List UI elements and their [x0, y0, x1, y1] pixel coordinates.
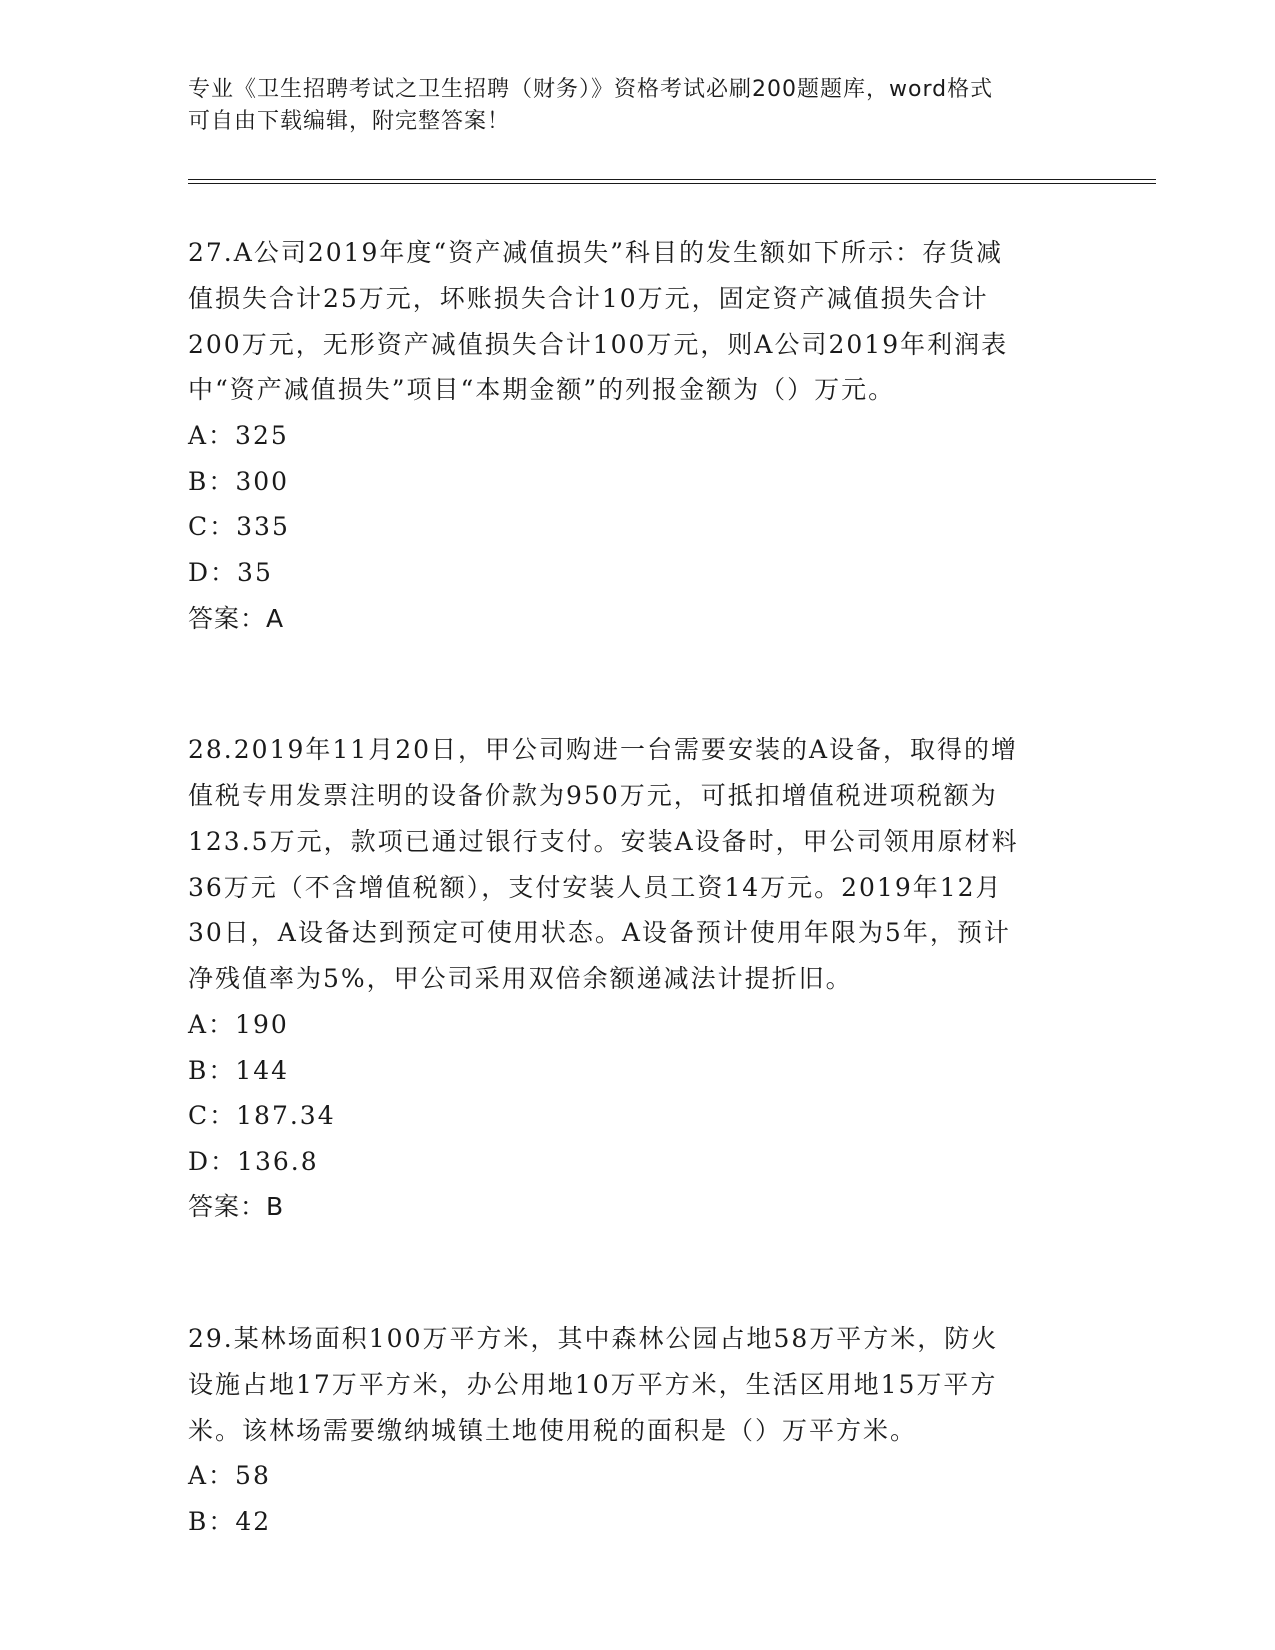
stem-line: 设施占地17万平方米，办公用地10万平方米，生活区用地15万平方: [188, 1369, 998, 1399]
stem-line: 123.5万元，款项已通过银行支付。安装A设备时，甲公司领用原材料: [188, 826, 1019, 856]
option-d: D：136.8: [188, 1146, 319, 1176]
stem-line: 中“资产减值损失”项目“本期金额”的列报金额为（）万元。: [188, 375, 896, 405]
option-c: C：187.34: [188, 1101, 336, 1131]
stem-line: 值损失合计25万元，坏账损失合计10万元，固定资产减值损失合计: [188, 283, 989, 313]
stem-line: 值税专用发票注明的设备价款为950万元，可抵扣增值税进项税额为: [188, 780, 998, 810]
answer-line: 答案：A: [188, 603, 285, 633]
header-divider-top: [188, 179, 1156, 180]
question-27: [188, 230, 1088, 641]
document-header: [188, 74, 1088, 138]
stem-line: 净残值率为5%，甲公司采用双倍余额递减法计提折旧。: [188, 964, 853, 994]
header-divider-bottom: [188, 183, 1156, 184]
option-b: B：42: [188, 1506, 272, 1536]
option-b: B：144: [188, 1055, 290, 1085]
option-a: A：325: [188, 421, 289, 451]
question-spacer: [188, 641, 1088, 727]
header-line-1: 专业《卫生招聘考试之卫生招聘（财务）》资格考试必刷200题题库，word格式: [188, 77, 994, 102]
stem-line: 27.A公司2019年度“资产减值损失”科目的发生额如下所示：存货减: [188, 238, 1003, 267]
header-line-2: 可自由下载编辑，附完整答案！: [188, 109, 511, 134]
option-b: B：300: [188, 466, 290, 496]
question-stem: [188, 727, 1088, 1002]
stem-line: 28.2019年11月20日，甲公司购进一台需要安装的A设备，取得的增: [188, 735, 1019, 765]
stem-line: 36万元（不含增值税额），支付安装人员工资14万元。2019年12月: [188, 872, 1003, 902]
question-29: [188, 1316, 1088, 1545]
answer-line: 答案：B: [188, 1192, 285, 1222]
option-a: A：190: [188, 1009, 289, 1039]
stem-line: 30日，A设备达到预定可使用状态。A设备预计使用年限为5年，预计: [188, 918, 1011, 948]
question-spacer: [188, 1230, 1088, 1316]
option-c: C：335: [188, 512, 290, 542]
stem-line: 200万元，无形资产减值损失合计100万元，则A公司2019年利润表: [188, 329, 1009, 359]
option-d: D：35: [188, 557, 273, 587]
document-body: [188, 230, 1088, 1544]
stem-line: 米。该林场需要缴纳城镇土地使用税的面积是（）万平方米。: [188, 1415, 918, 1445]
option-a: A：58: [188, 1461, 271, 1491]
question-stem: [188, 230, 1088, 413]
stem-line: 29.某林场面积100万平方米，其中森林公园占地58万平方米，防火: [188, 1323, 999, 1353]
question-28: [188, 727, 1088, 1230]
question-stem: [188, 1316, 1088, 1453]
